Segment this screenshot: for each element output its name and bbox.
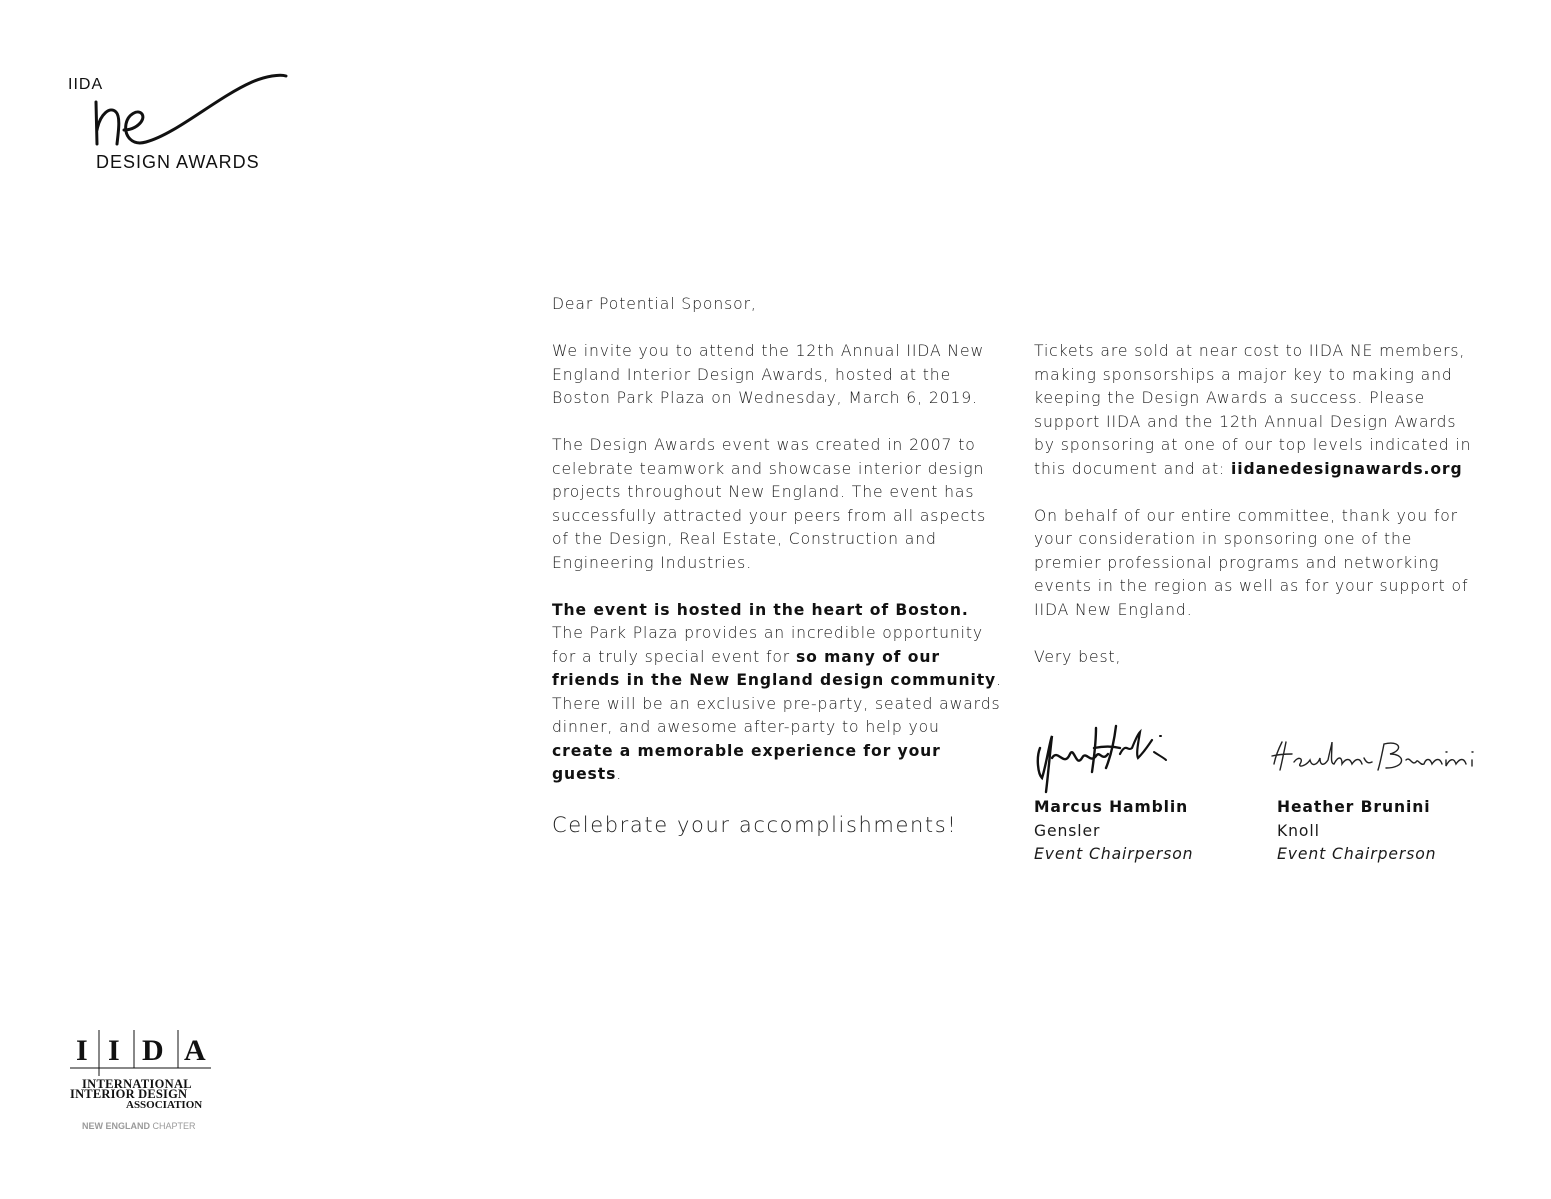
letter-left-column [552,293,1002,864]
signer-name: Marcus Hamblin [1034,798,1189,816]
letter-closing: Very best, [1034,647,1122,666]
signer-name: Heather Brunini [1277,798,1431,816]
celebrate-tagline: Celebrate your accomplishments! [552,813,958,837]
venue-bold-a: so many of our friends in the New England design community [552,647,997,689]
signer-role: Event Chairperson [1277,845,1437,863]
tickets-text: Tickets are sold at near cost to IIDA NE members, making sponsorships a major key to making and keeping the Design Awards a success. Please support IIDA and the 12th Annual Design Awards by sponsoring at one of our top levels indicated in this document and at: [1034,342,1472,478]
letter-greeting: Dear Potential Sponsor, [552,295,757,313]
logo-tagline: DESIGN AWARDS [96,152,260,172]
venue-text-a: The Park Plaza provides an incredible opportunity for a truly special event for [552,624,984,666]
venue-text-c: . [616,765,623,783]
logo-iida-text: IIDA [68,76,104,93]
svg-text:A: A [184,1034,206,1067]
signer-block-heather [1277,796,1436,867]
signer-role: Event Chairperson [1034,845,1194,863]
signer-company: Gensler [1034,821,1101,840]
design-awards-logo [66,68,296,178]
svg-text:I: I [76,1034,88,1067]
letter-paragraph-tickets [1034,340,1474,481]
letter-paragraph-invite: We invite you to attend the 12th Annual IIDA New England Interior Design Awards, hosted at the Boston Park Plaza on Wednesday, March 6, 2019. [552,342,985,407]
signer-company: Knoll [1277,821,1320,840]
svg-text:D: D [142,1034,164,1067]
signer-block-marcus [1034,796,1193,867]
svg-text:I: I [108,1034,120,1067]
letter-paragraph-history: The Design Awards event was created in 2007 to celebrate teamwork and showcase interior design projects throughout New England. The event has successfully attracted your peers from all aspects of the Design, Real Estate, Construction and Engineering Industries. [552,436,987,572]
iida-logo-mark [70,1030,215,1135]
venue-lead: The event is hosted in the heart of Boston. [552,600,969,619]
letter-right-column [1034,340,1474,693]
website-link[interactable]: iidanedesignawards.org [1231,459,1463,478]
svg-text:INTERNATIONAL: INTERNATIONAL [82,1077,192,1091]
venue-text-b: . There will be an exclusive pre-party, seated awards dinner, and awesome after-party to help you [552,671,1002,736]
svg-text:NEW ENGLAND CHAPTER: NEW ENGLAND CHAPTER [82,1121,196,1131]
iida-association-logo [70,1030,215,1135]
signature-marcus-hamblin [1030,718,1170,798]
letter-paragraph-venue [552,599,1002,787]
letter-paragraph-thanks: On behalf of our entire committee, thank you for your consideration in sponsoring one of the premier professional programs and networking events in the region as well as for your support of IIDA New England. [1034,506,1469,619]
svg-text:ASSOCIATION: ASSOCIATION [126,1099,203,1111]
signature-heather-brunini [1266,736,1491,776]
svg-text:INTERIOR DESIGN: INTERIOR DESIGN [70,1087,188,1101]
venue-bold-b: create a memorable experience for your guests [552,741,941,783]
